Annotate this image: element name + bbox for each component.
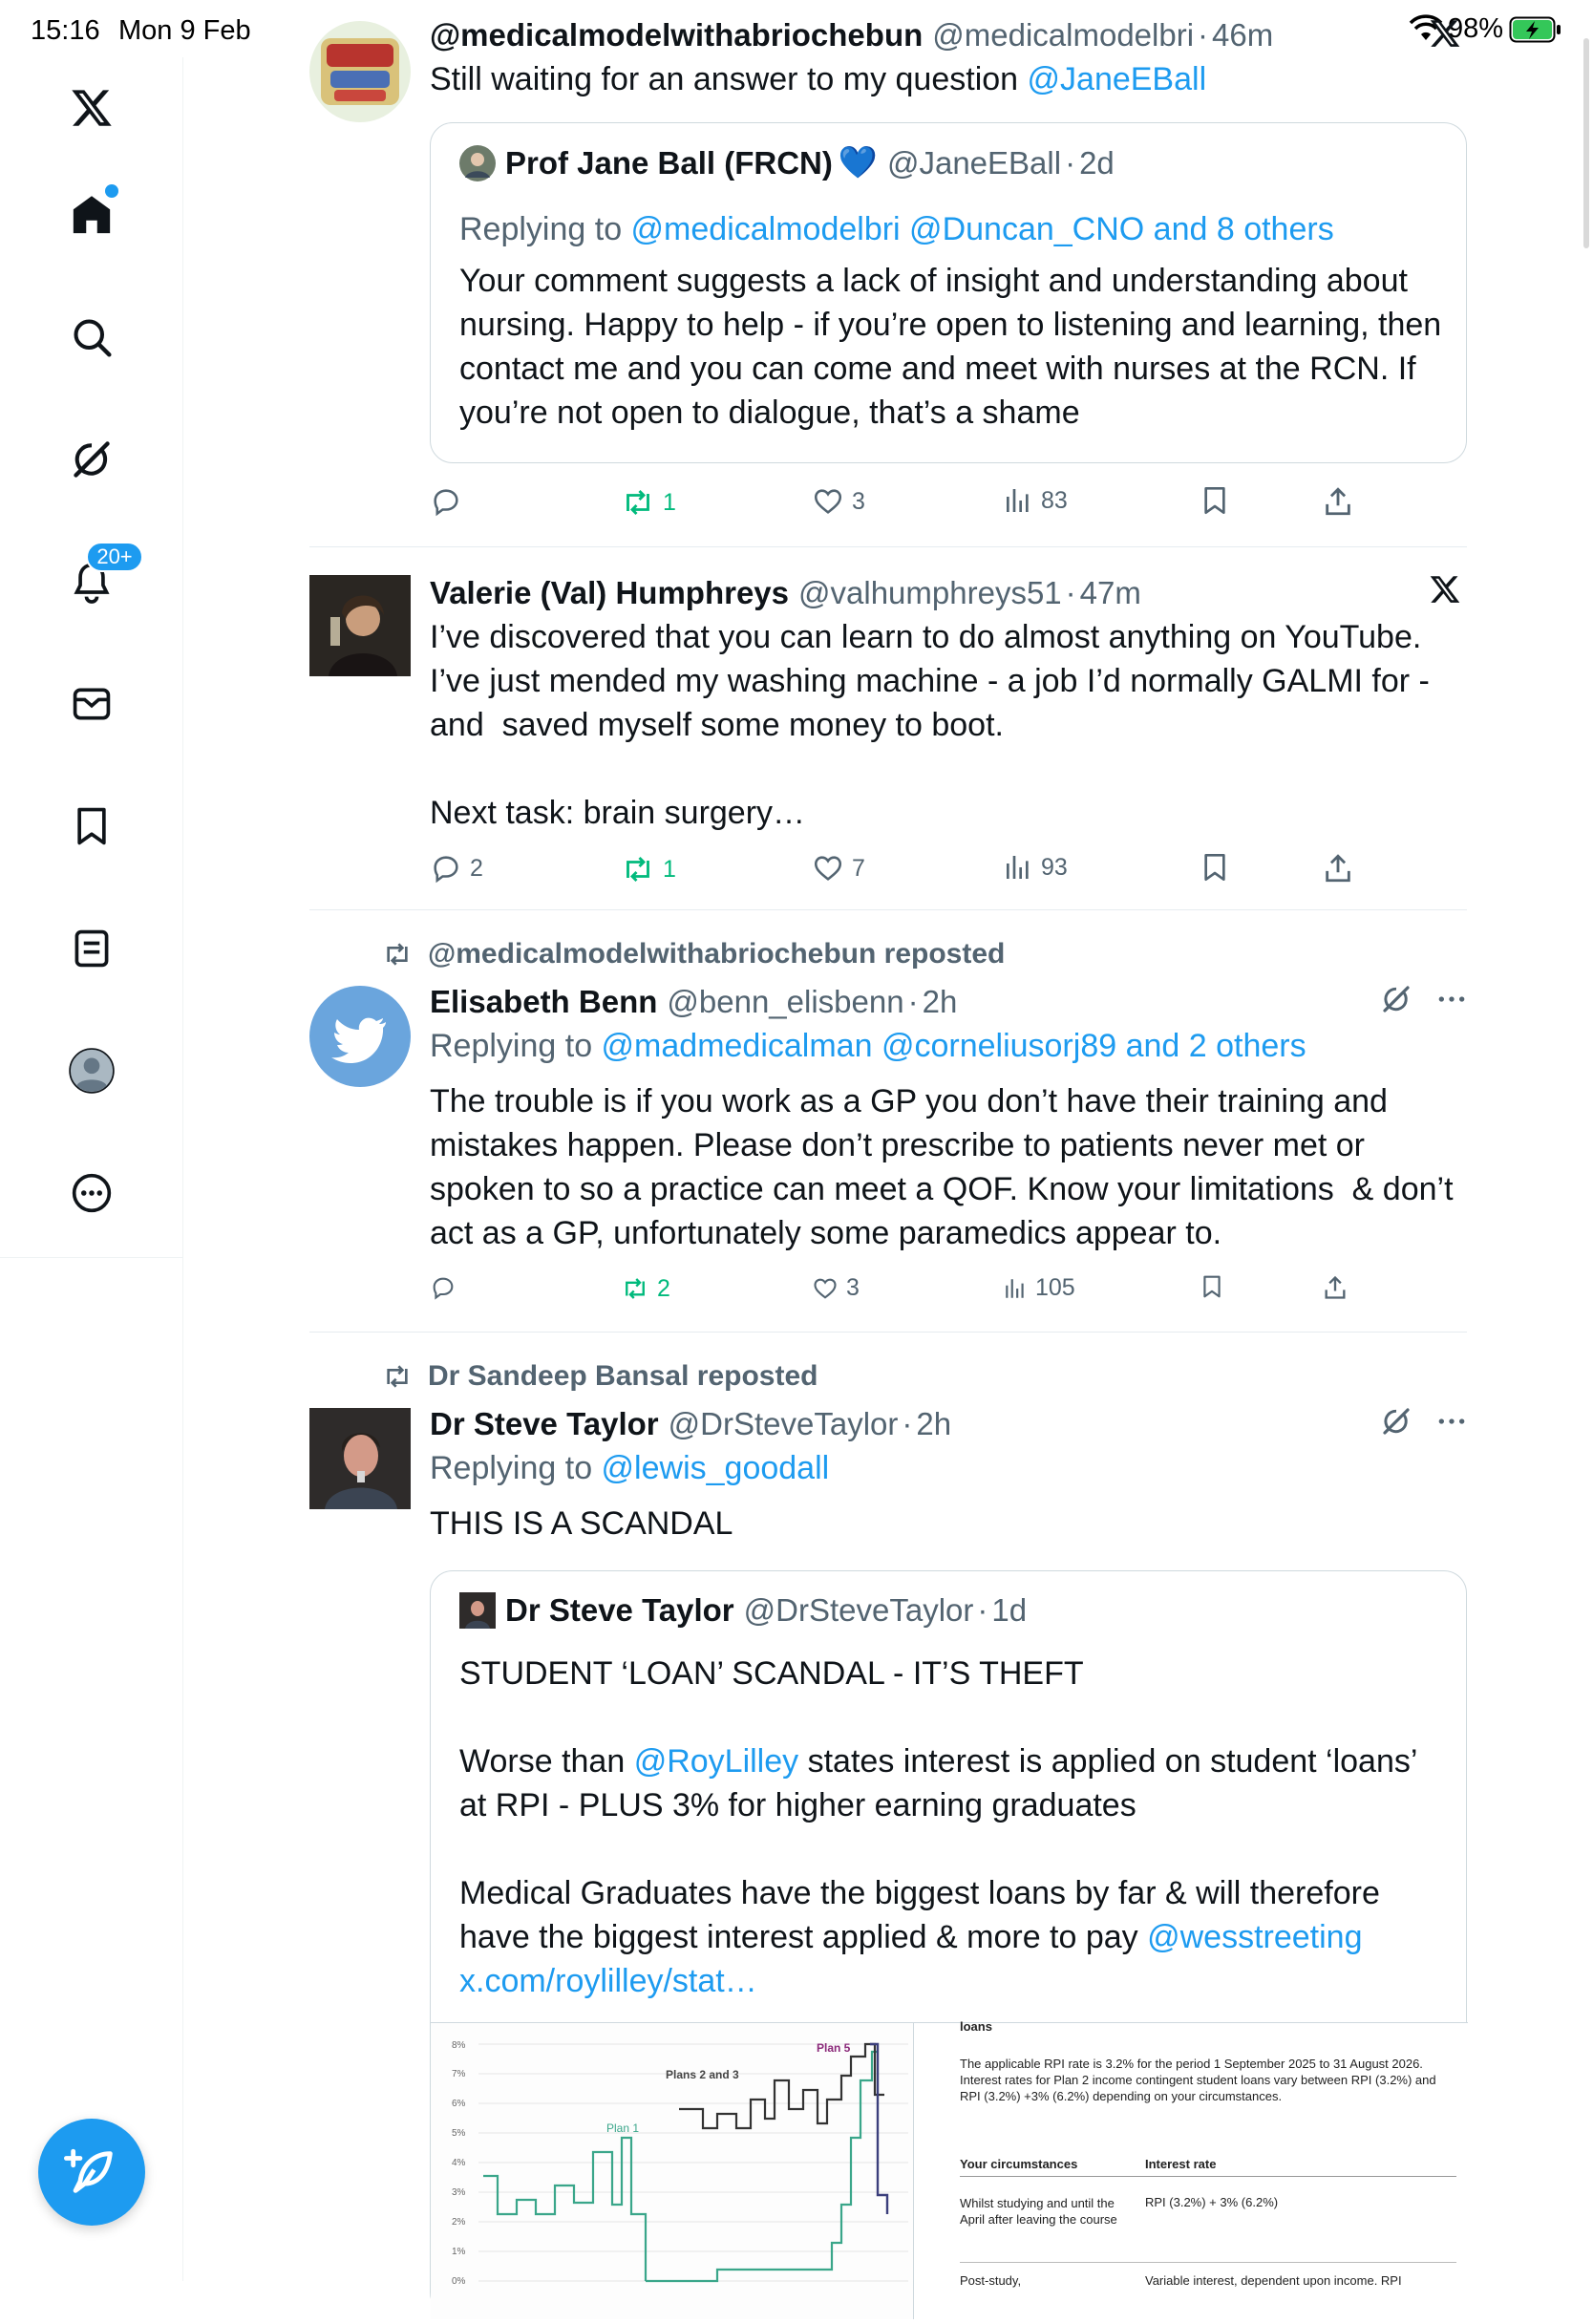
like-button[interactable]: 3 [812, 485, 865, 518]
quote-text: STUDENT ‘LOAN’ SCANDAL - IT’S THEFT Worse than @RoyLilley states interest is applied on student ‘loans’ at RPI - PLUS 3% for higher earning graduates Medical Graduates have the biggest loans by far & will therefore have the biggest interest applied & more to pay @wesstreeting x.com/roylilley/stat… [459, 1655, 1426, 1999]
share-icon [1322, 485, 1354, 518]
tweet-time[interactable]: 2h [916, 1406, 952, 1441]
quote-header: Dr Steve Taylor @DrSteveTaylor · 1d [459, 1592, 1027, 1629]
battery-charging-icon [1509, 16, 1562, 43]
divider [309, 546, 1467, 547]
like-button[interactable]: 7 [812, 852, 865, 885]
reply-button[interactable] [430, 485, 470, 518]
quoted-tweet[interactable] [430, 1570, 1467, 2315]
share-button[interactable] [1322, 1274, 1349, 1301]
series-label-plan-1: Plan 1 [606, 2121, 640, 2135]
reply-icon [430, 485, 462, 518]
sidebar-item-bookmarks[interactable] [53, 788, 130, 864]
quote-avatar [459, 145, 496, 181]
sidebar-item-grok[interactable] [53, 421, 130, 498]
tweet-header: Elisabeth Benn @benn_elisbenn · 2h [430, 982, 1467, 1022]
home-unread-dot [105, 184, 118, 198]
series-label-plans-2-3: Plans 2 and 3 [666, 2068, 739, 2081]
quote-author-handle: @JaneEBall [886, 144, 1062, 181]
bookmark-icon [1200, 1274, 1224, 1299]
tweet-time[interactable]: 2h [922, 984, 958, 1019]
share-icon [1322, 852, 1354, 885]
profile-avatar-icon [68, 1047, 116, 1095]
interest-rate-chart-image[interactable] [431, 2023, 914, 2319]
reply-icon [430, 1274, 457, 1301]
y-tick-label: 5% [452, 2128, 466, 2139]
doc-heading: loans [960, 2019, 992, 2034]
author-name[interactable]: Valerie (Val) Humphreys [430, 575, 790, 610]
author-handle[interactable]: @valhumphreys51 [798, 575, 1062, 610]
author-handle[interactable]: @medicalmodelbri [932, 17, 1195, 53]
x-source-icon [1429, 573, 1467, 606]
author-name[interactable]: @medicalmodelwithabriochebun [430, 17, 924, 53]
quote-media[interactable] [431, 2019, 1468, 2318]
replying-to: Replying to @madmedicalman @corneliusorj89 and 2 others [430, 1028, 1306, 1064]
bird-avatar [309, 986, 411, 1087]
views-chart-icon [1003, 485, 1033, 516]
x-logo-icon [70, 86, 114, 130]
reply-button[interactable]: 2 [430, 852, 483, 885]
tweet-actions [430, 1274, 1347, 1312]
quote-replying-to: Replying to @medicalmodelbri @Duncan_CNO and 8 others [459, 211, 1334, 247]
quote-author-handle: @DrSteveTaylor [743, 1592, 974, 1628]
quote-time: 1d [991, 1592, 1028, 1628]
notifications-badge: 20+ [86, 542, 143, 572]
plan-1-line [483, 2138, 646, 2281]
quote-text: Your comment suggests a lack of insight and understanding about nursing. Happy to help - if you’re open to listening and learning, then contact me and you can come and meet with nurses at the RCN. If you’re not open to dialogue, that’s a shame [459, 263, 1451, 431]
replying-to: Replying to @lewis_goodall [430, 1450, 830, 1486]
loan-info-document-image[interactable] [914, 2019, 1468, 2319]
doc-paragraph: The applicable RPI rate is 3.2% for the period 1 September 2025 to 31 August 2026. Interest rates for Plan 2 income contingent student loans vary between RPI (3.2%) and RPI (3.2%) +3% (6.2%) depending on your circumstances. [960, 2057, 1436, 2103]
doc-row1-col2: RPI (3.2%) + 3% (6.2%) [1145, 2195, 1279, 2209]
sidebar-item-lists[interactable] [53, 910, 130, 987]
reposted-by: Dr Sandeep Bansal reposted [382, 1360, 818, 1393]
author-name[interactable]: Elisabeth Benn [430, 984, 658, 1019]
views-button[interactable]: 93 [1003, 852, 1068, 883]
mention-link[interactable]: @RoyLilley [633, 1743, 799, 1780]
tweet-header: Valerie (Val) Humphreys @valhumphreys51 · 47m [430, 573, 1467, 613]
sidebar-item-notifications[interactable] [53, 544, 133, 620]
quote-author-name: Dr Steve Taylor [505, 1592, 734, 1628]
repost-button[interactable]: 2 [621, 1274, 670, 1303]
views-button[interactable]: 105 [1003, 1274, 1075, 1302]
mention-link[interactable]: @JaneEBall [1027, 61, 1207, 97]
status-time: 15:16 [31, 15, 100, 46]
mention-link[interactable]: @wesstreeting [1147, 1919, 1363, 1955]
series-label-plan-5: Plan 5 [817, 2041, 851, 2055]
envelope-icon [71, 683, 113, 725]
repost-button[interactable]: 1 [621, 485, 676, 520]
sidebar [0, 57, 183, 2281]
more-options-icon[interactable] [1436, 1406, 1467, 1437]
author-handle[interactable]: @benn_elisbenn [667, 984, 904, 1019]
doc-row1-col1: Whilst studying and until the April after leaving the course [960, 2196, 1117, 2227]
list-icon [71, 927, 113, 970]
status-date: Mon 9 Feb [118, 15, 251, 46]
repost-button[interactable]: 1 [621, 852, 676, 886]
bookmark-icon [1200, 852, 1230, 883]
quote-time: 2d [1079, 144, 1115, 181]
y-tick-label: 1% [452, 2247, 466, 2257]
y-tick-label: 3% [452, 2187, 466, 2198]
x-source-icon [1429, 17, 1467, 50]
y-tick-label: 8% [452, 2040, 466, 2051]
sidebar-item-messages[interactable] [53, 666, 130, 742]
plans-2-3-line [679, 2044, 884, 2128]
grok-icon[interactable] [1381, 984, 1412, 1014]
y-tick-label: 6% [452, 2099, 466, 2109]
quote-avatar [459, 1592, 496, 1629]
quote-author-name: Prof Jane Ball (FRCN) [505, 144, 833, 181]
tweet-actions [430, 852, 1347, 890]
repost-icon [382, 939, 413, 970]
grok-icon [71, 438, 113, 480]
sidebar-divider [0, 1257, 183, 1258]
sidebar-item-profile[interactable] [53, 1033, 130, 1109]
url-link[interactable]: x.com/roylilley/stat… [459, 1963, 757, 1999]
views-chart-icon [1003, 1276, 1028, 1301]
quoted-tweet[interactable] [430, 122, 1467, 463]
compose-post-button[interactable] [38, 2119, 145, 2226]
views-button[interactable]: 83 [1003, 485, 1068, 516]
reply-icon [430, 852, 462, 885]
x-logo-button[interactable] [53, 70, 130, 146]
avatar[interactable] [309, 986, 411, 1087]
reposted-by: @medicalmodelwithabriochebun reposted [382, 938, 1005, 970]
plan-1-line-continued [646, 2052, 878, 2281]
y-tick-label: 2% [452, 2217, 466, 2228]
heart-icon [812, 1275, 839, 1302]
share-button[interactable] [1322, 852, 1354, 885]
doc-row2-col2: Variable interest, dependent upon income. RPI [1145, 2273, 1402, 2288]
share-button[interactable] [1322, 485, 1354, 518]
heart-icon [812, 852, 844, 885]
battery-percent: 98% [1447, 13, 1503, 44]
reply-button[interactable] [430, 1274, 464, 1301]
tweet[interactable] [309, 1356, 1467, 2288]
tweet-actions [430, 485, 1347, 523]
tweet-time[interactable]: 47m [1079, 575, 1141, 610]
tweet[interactable] [309, 15, 1467, 546]
heart-icon [812, 485, 844, 518]
repost-icon [621, 485, 655, 520]
search-icon [71, 316, 113, 358]
repost-icon [621, 1274, 649, 1303]
feed-scrollbar[interactable] [1583, 38, 1589, 248]
tweet[interactable] [309, 573, 1467, 907]
tweet-text: I’ve discovered that you can learn to do almost anything on YouTube. I’ve just mended my washing machine - a job I’d normally GALMI for - and saved myself some money to boot. Next task: brain surgery… [430, 619, 1430, 831]
doc-col2-header: Interest rate [1145, 2157, 1217, 2171]
compose-feather-icon [64, 2144, 119, 2200]
bookmark-icon [1200, 485, 1230, 516]
sidebar-item-home[interactable] [53, 177, 130, 253]
sidebar-item-more[interactable] [53, 1155, 130, 1231]
y-tick-label: 0% [452, 2276, 466, 2287]
bookmark-icon [71, 805, 113, 847]
tweet[interactable] [309, 934, 1467, 1328]
divider [309, 909, 1467, 910]
tweet-header: @medicalmodelwithabriochebun @medicalmodelbri · 46m [430, 15, 1467, 55]
doc-col1-header: Your circumstances [960, 2157, 1078, 2171]
tweet-text: Still waiting for an answer to my question @JaneEBall [430, 61, 1207, 97]
avatar[interactable] [309, 575, 411, 676]
tweet-header: Dr Steve Taylor @DrSteveTaylor · 2h [430, 1404, 1467, 1444]
sidebar-item-explore[interactable] [53, 299, 130, 375]
bookmark-button[interactable] [1200, 852, 1230, 883]
like-button[interactable]: 3 [812, 1274, 860, 1302]
divider [309, 1332, 1467, 1333]
gmc-logo-avatar [309, 21, 411, 122]
tweet-text: The trouble is if you work as a GP you don’t have their training and mistakes happen. Please don’t prescribe to patients never met or spoken to so a practice can meet a QOF. Know your limitations & don’t act as a GP, unfortunately some paramedics appear to. [430, 1083, 1462, 1251]
bookmark-button[interactable] [1200, 1274, 1224, 1299]
y-tick-label: 4% [452, 2158, 466, 2168]
repost-icon [382, 1361, 413, 1392]
timeline-feed[interactable] [309, 0, 1467, 2288]
tweet-text: THIS IS A SCANDAL [430, 1505, 733, 1542]
repost-icon [621, 852, 655, 886]
y-tick-label: 7% [452, 2069, 466, 2079]
views-chart-icon [1003, 852, 1033, 883]
avatar[interactable] [309, 1408, 411, 1509]
share-icon [1322, 1274, 1349, 1301]
bookmark-button[interactable] [1200, 485, 1230, 516]
home-icon [70, 193, 114, 237]
more-circle-icon [71, 1172, 113, 1214]
avatar[interactable] [309, 21, 411, 122]
author-name[interactable]: Dr Steve Taylor [430, 1406, 659, 1441]
doc-row2-col1: Post-study, [960, 2273, 1022, 2288]
more-options-icon[interactable] [1436, 984, 1467, 1014]
grok-icon[interactable] [1381, 1406, 1412, 1437]
blue-heart-emoji: 💙 [838, 144, 878, 180]
author-handle[interactable]: @DrSteveTaylor [668, 1406, 899, 1441]
tweet-time[interactable]: 46m [1212, 17, 1274, 53]
quote-header: Prof Jane Ball (FRCN) 💙 @JaneEBall · 2d [459, 144, 1115, 181]
